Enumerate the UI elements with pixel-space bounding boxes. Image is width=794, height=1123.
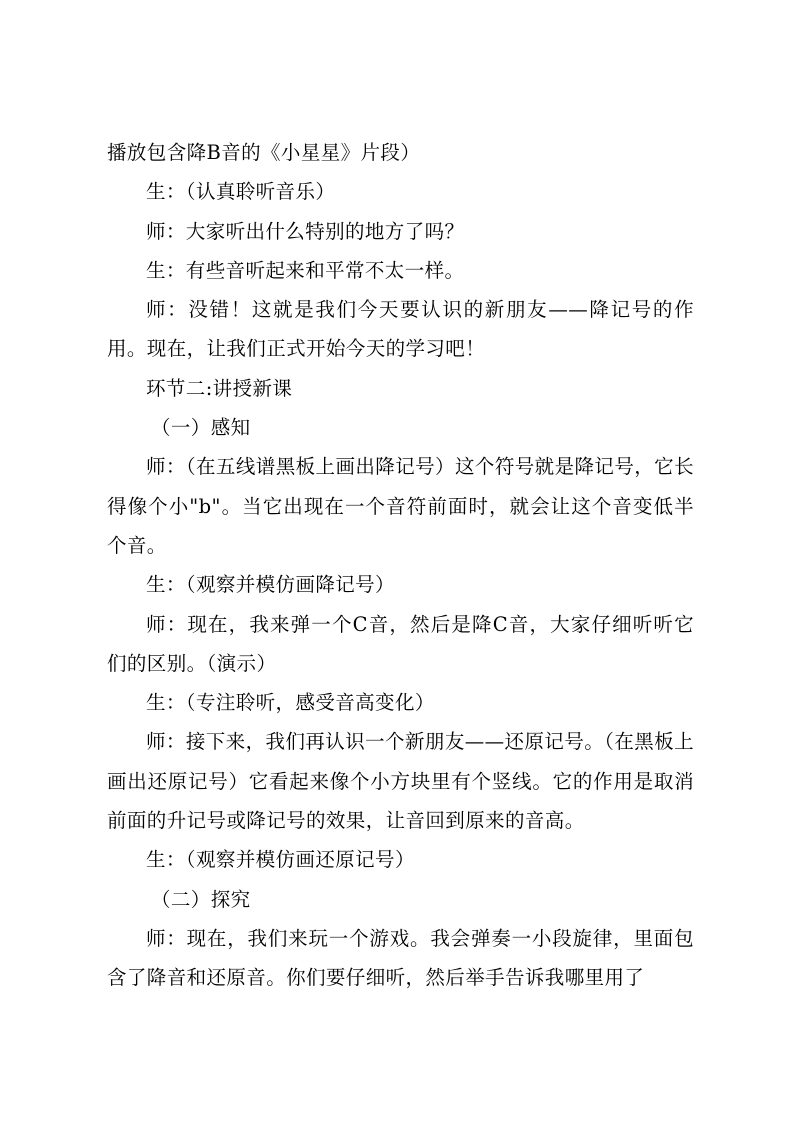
paragraph-15: 师：现在，我们来玩一个游戏。我会弹奏一小段旋律，里面包含了降音和还原音。你们要仔细听，然后举手告诉我哪里用了 [107,926,694,990]
paragraph-10: 师：现在，我来弹一个C音，然后是降C音，大家仔细听听它们的区别。（演示） [107,612,694,675]
document-body [107,133,694,998]
paragraph-9: 生：（观察并模仿画降记号） [146,573,395,597]
paragraph-3: 师：大家听出什么特别的地方了吗？ [146,219,465,243]
paragraph-11: 生：（专注聆听，感受音高变化） [146,691,435,715]
paragraph-8: 师：（在五线谱黑板上画出降记号）这个符号就是降记号，它长得像个小"b"。当它出现在一个音符前面时，就会让这个音变低半个音。 [107,455,694,557]
paragraph-13: 生：（观察并模仿画还原记号） [146,848,415,872]
paragraph-12: 师：接下来，我们再认识一个新朋友——还原记号。（在黑板上画出还原记号）它看起来像个小方块里有个竖线。它的作用是取消前面的升记号或降记号的效果，让音回到原来的音高。 [107,730,694,833]
paragraph-1: 播放包含降B音的《小星星》片段） [107,141,421,164]
section-heading-2: 环节二:讲授新课 [146,376,293,400]
paragraph-2: 生：（认真聆听音乐） [146,180,336,204]
paragraph-4: 生：有些音听起来和平常不太一样。 [146,258,465,282]
paragraph-5: 师：没错！这就是我们今天要认识的新朋友——降记号的作用。现在，让我们正式开始今天的学习吧！ [107,298,694,361]
subsection-heading-explore: （二）探究 [151,887,251,911]
subsection-heading-perception: （一）感知 [151,416,251,440]
